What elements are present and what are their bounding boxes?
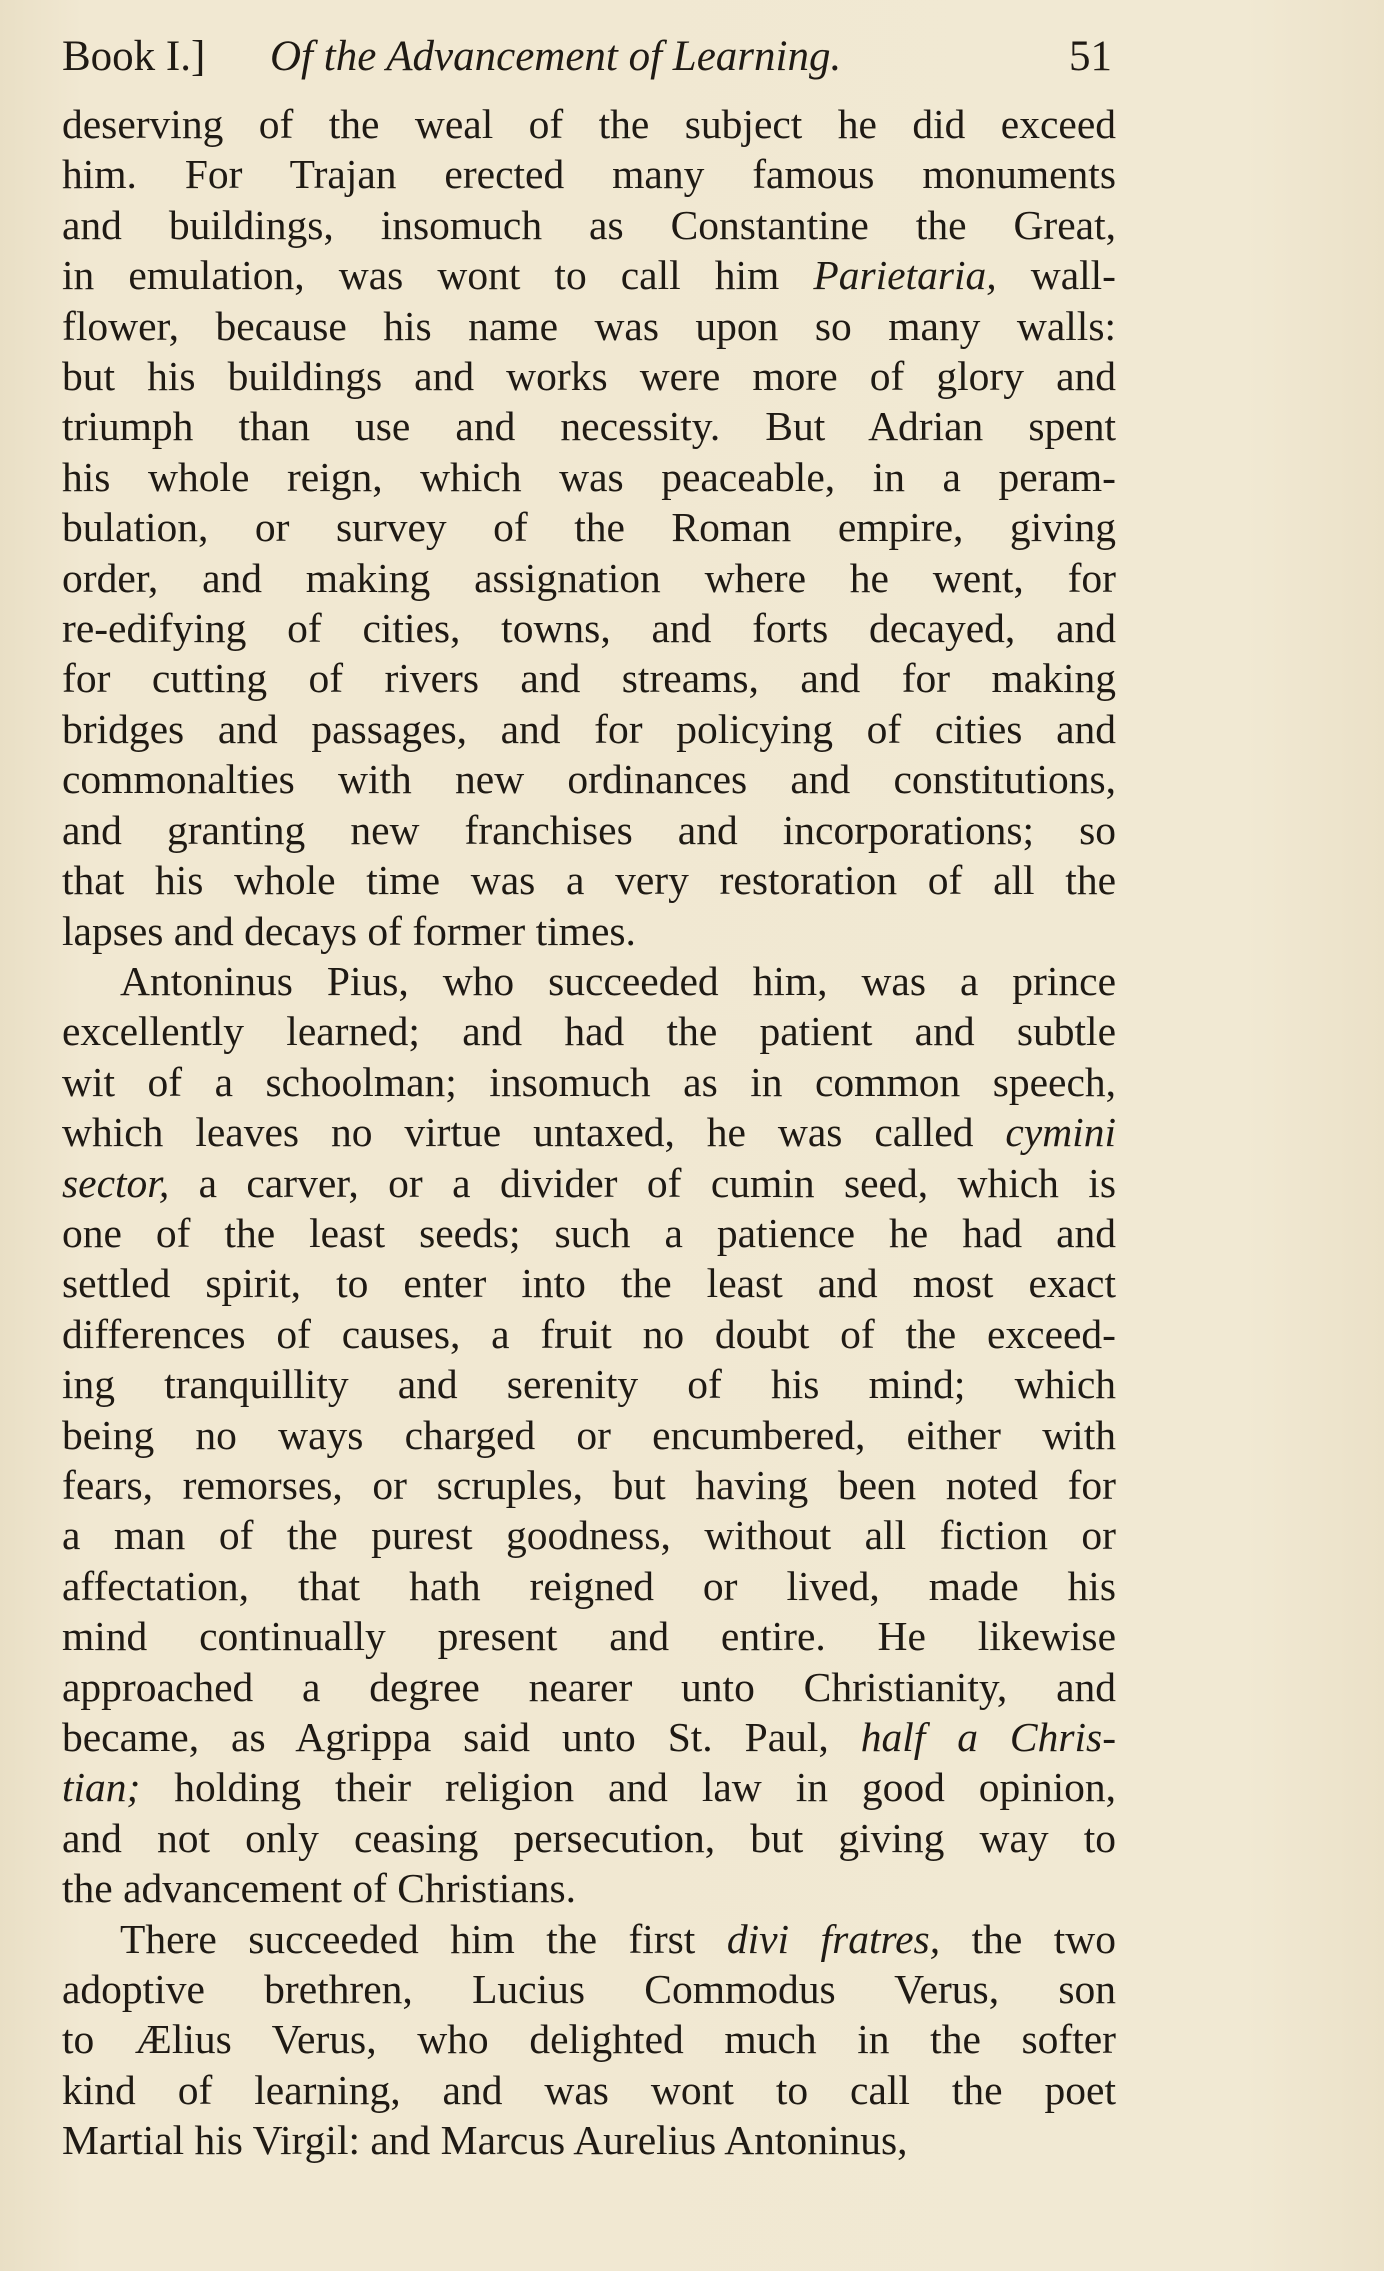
text-line: fears, remorses, or scruples, but having been noted for (62, 1461, 1116, 1508)
text-line: commonalties with new ordinances and constitutions, (62, 756, 1116, 803)
text-line: for cutting of rivers and streams, and for making (62, 655, 1116, 702)
paragraph (62, 1914, 1116, 2166)
text-line: re-edifying of cities, towns, and forts decayed, and (62, 605, 1116, 652)
text-line: being no ways charged or encumbered, either with (62, 1411, 1116, 1458)
text-line: approached a degree nearer unto Christianity, and (62, 1663, 1116, 1710)
text-line: that his whole time was a very restoration of all the (62, 857, 1116, 904)
text-line: to Ælius Verus, who delighted much in the softer (62, 2016, 1116, 2063)
text-line: flower, because his name was upon so many walls: (62, 302, 1116, 349)
text-segment: a carver, or a divider of cumin seed, which is (169, 1159, 1116, 1206)
text-line: kind of learning, and was wont to call the poet (62, 2066, 1116, 2113)
text-line: deserving of the weal of the subject he did exceed (62, 101, 1116, 147)
text-line: bridges and passages, and for policying of cities and (62, 705, 1116, 752)
text-line (62, 1914, 1116, 1964)
italic-term: sector, (62, 1159, 170, 1206)
body-text (62, 99, 1116, 2166)
text-line (62, 1712, 1116, 1762)
text-line: bulation, or survey of the Roman empire, giving (62, 504, 1116, 551)
text-line: and granting new franchises and incorporations; so (62, 806, 1116, 853)
text-line: ing tranquillity and serenity of his mind; which (62, 1361, 1116, 1408)
text-line: his whole reign, which was peaceable, in a peram- (62, 453, 1116, 500)
text-segment: the two (940, 1915, 1117, 1962)
italic-term: tian; (62, 1764, 141, 1811)
text-line: order, and making assignation where he went, for (62, 554, 1116, 601)
text-line: differences of causes, a fruit no doubt of the exceed- (62, 1310, 1116, 1357)
text-line: wit of a schoolman; insomuch as in common speech, (62, 1058, 1116, 1105)
text-segment: which leaves no virtue untaxed, he was called (62, 1109, 1006, 1156)
page-number: 51 (1069, 33, 1112, 80)
text-line: and buildings, insomuch as Constantine the Great, (62, 201, 1116, 248)
text-line (62, 250, 1116, 300)
text-line: affectation, that hath reigned or lived, made his (62, 1562, 1116, 1609)
italic-term: Parietaria, (813, 252, 997, 299)
text-segment: became, as Agrippa said unto St. Paul, (62, 1714, 861, 1760)
text-line: him. For Trajan erected many famous monuments (62, 151, 1116, 198)
text-segment: in emulation, was wont to call him (62, 252, 814, 299)
text-line (62, 1107, 1116, 1157)
book-section-label: Book I.] (62, 33, 206, 80)
running-title: Of the Advancement of Learning. (270, 33, 842, 80)
italic-term: cymini (1005, 1109, 1116, 1156)
text-line: and not only ceasing persecution, but giving way to (62, 1814, 1116, 1861)
text-line: excellently learned; and had the patient and subtle (62, 1008, 1116, 1055)
text-line: but his buildings and works were more of glory and (62, 353, 1116, 400)
text-line (62, 1762, 1116, 1812)
text-line: a man of the purest goodness, without all fiction or (62, 1512, 1116, 1559)
paragraph (62, 99, 1116, 956)
text-line: mind continually present and entire. He likewise (62, 1613, 1116, 1660)
text-segment: There succeeded him the first (120, 1915, 727, 1962)
text-line: the advancement of Christians. (62, 1865, 576, 1912)
text-line: one of the least seeds; such a patience he had and (62, 1209, 1116, 1256)
italic-term: half a Chris- (860, 1714, 1117, 1760)
text-line (62, 1158, 1116, 1208)
paragraph (62, 956, 1116, 1914)
text-line: triumph than use and necessity. But Adrian spent (62, 403, 1116, 450)
text-line: lapses and decays of former times. (62, 907, 636, 954)
text-line: settled spirit, to enter into the least and most exact (62, 1260, 1116, 1307)
running-header (62, 22, 1112, 92)
text-segment: holding their religion and law in good opinion, (140, 1764, 1116, 1811)
text-segment: wall- (996, 252, 1116, 299)
text-line: adoptive brethren, Lucius Commodus Verus, son (62, 1966, 1116, 2013)
text-line: Martial his Virgil: and Marcus Aurelius Antoninus, (62, 2117, 908, 2164)
text-line: Antoninus Pius, who succeeded him, was a prince (120, 957, 1116, 1004)
italic-term: divi fratres, (726, 1915, 941, 1962)
